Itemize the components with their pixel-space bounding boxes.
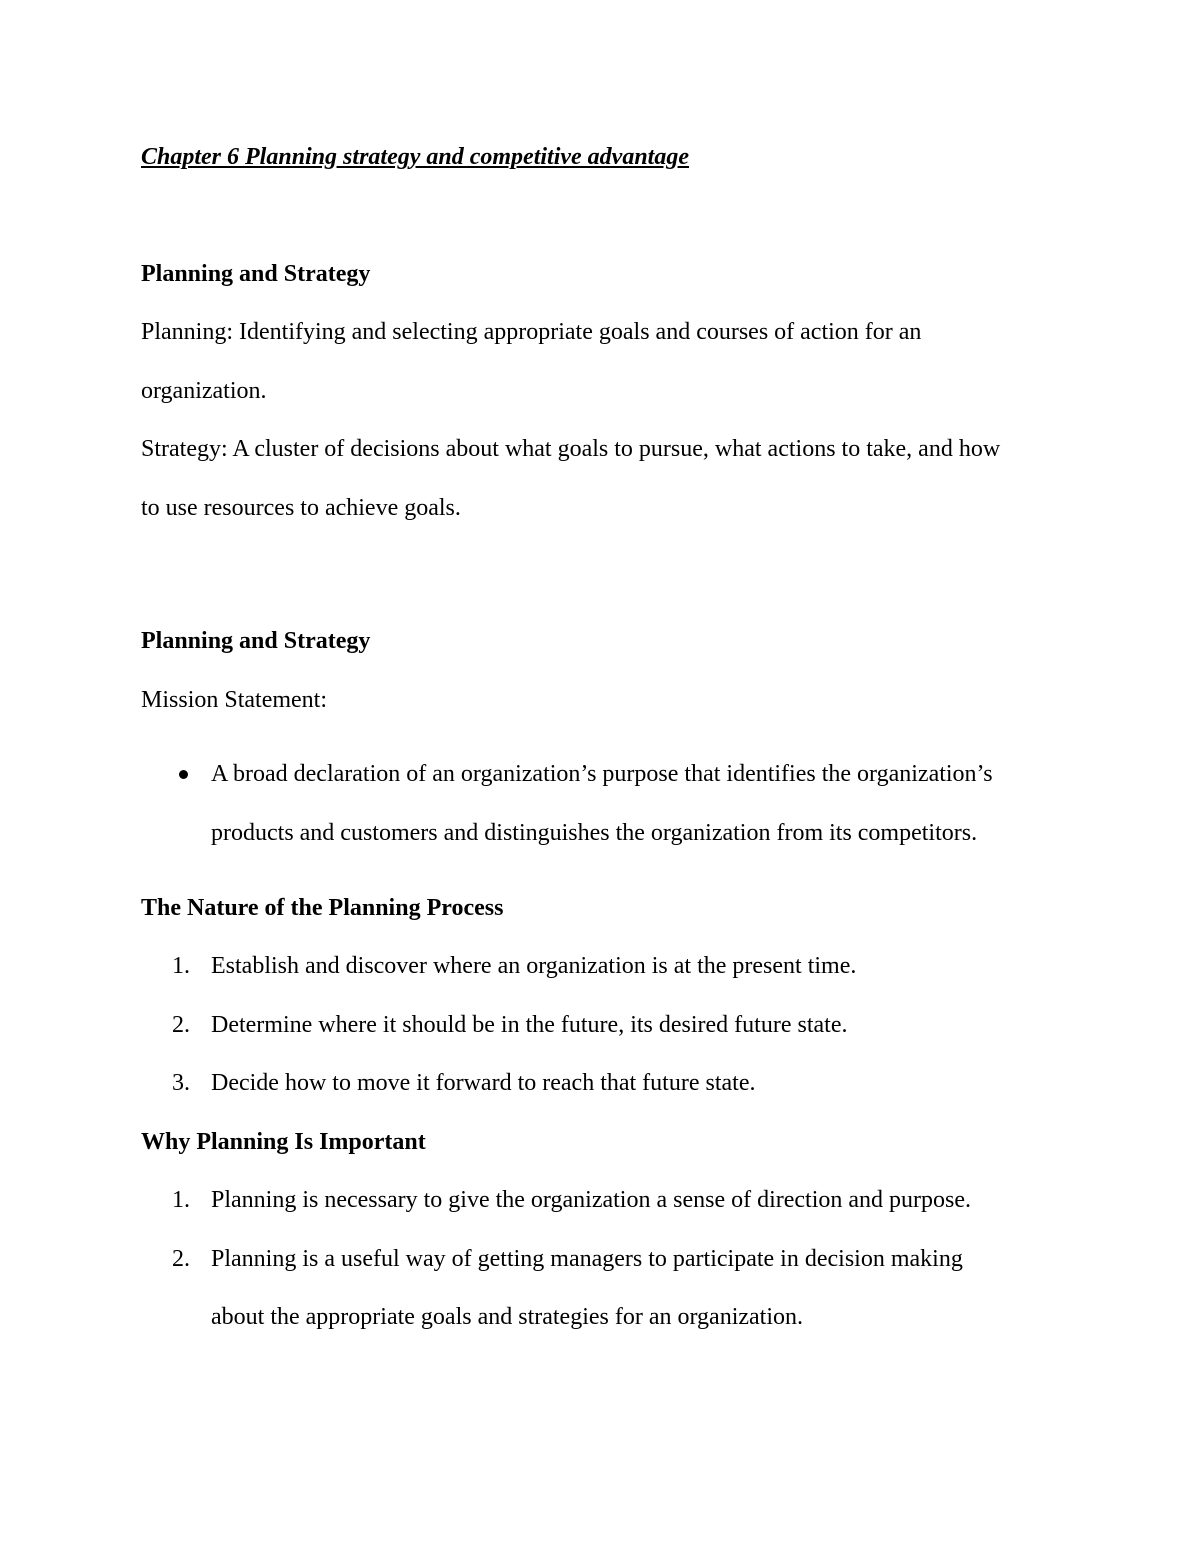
section-heading-planning-process: The Nature of the Planning Process [141,895,504,921]
strategy-definition-line: Strategy: A cluster of decisions about what goals to pursue, what actions to take, and how [141,436,1001,462]
list-number: 1. [172,1187,190,1213]
list-item: Decide how to move it forward to reach that future state. [211,1070,756,1096]
section-heading-why-planning: Why Planning Is Important [141,1129,426,1155]
list-item: Planning is a useful way of getting managers to participate in decision making [211,1246,963,1272]
list-item: Determine where it should be in the future, its desired future state. [211,1012,848,1038]
mission-bullet-text: A broad declaration of an organization’s purpose that identifies the organization’s [211,761,993,787]
mission-statement-label: Mission Statement: [141,687,327,713]
strategy-definition-line: to use resources to achieve goals. [141,495,461,521]
section-heading-planning-strategy: Planning and Strategy [141,261,371,287]
list-number: 2. [172,1012,190,1038]
list-item: Planning is necessary to give the organization a sense of direction and purpose. [211,1187,972,1213]
mission-bullet-text: products and customers and distinguishes the organization from its competitors. [211,820,978,846]
list-number: 2. [172,1246,190,1272]
section-heading-planning-strategy-2: Planning and Strategy [141,628,371,654]
planning-definition-line: organization. [141,378,267,404]
list-number: 3. [172,1070,190,1096]
planning-definition-line: Planning: Identifying and selecting appropriate goals and courses of action for an [141,319,922,345]
list-item-continuation: about the appropriate goals and strategies for an organization. [211,1304,804,1330]
document-title: Chapter 6 Planning strategy and competitive advantage [141,144,689,170]
list-number: 1. [172,953,190,979]
list-item: Establish and discover where an organization is at the present time. [211,953,857,979]
bullet-dot-icon [179,770,188,779]
